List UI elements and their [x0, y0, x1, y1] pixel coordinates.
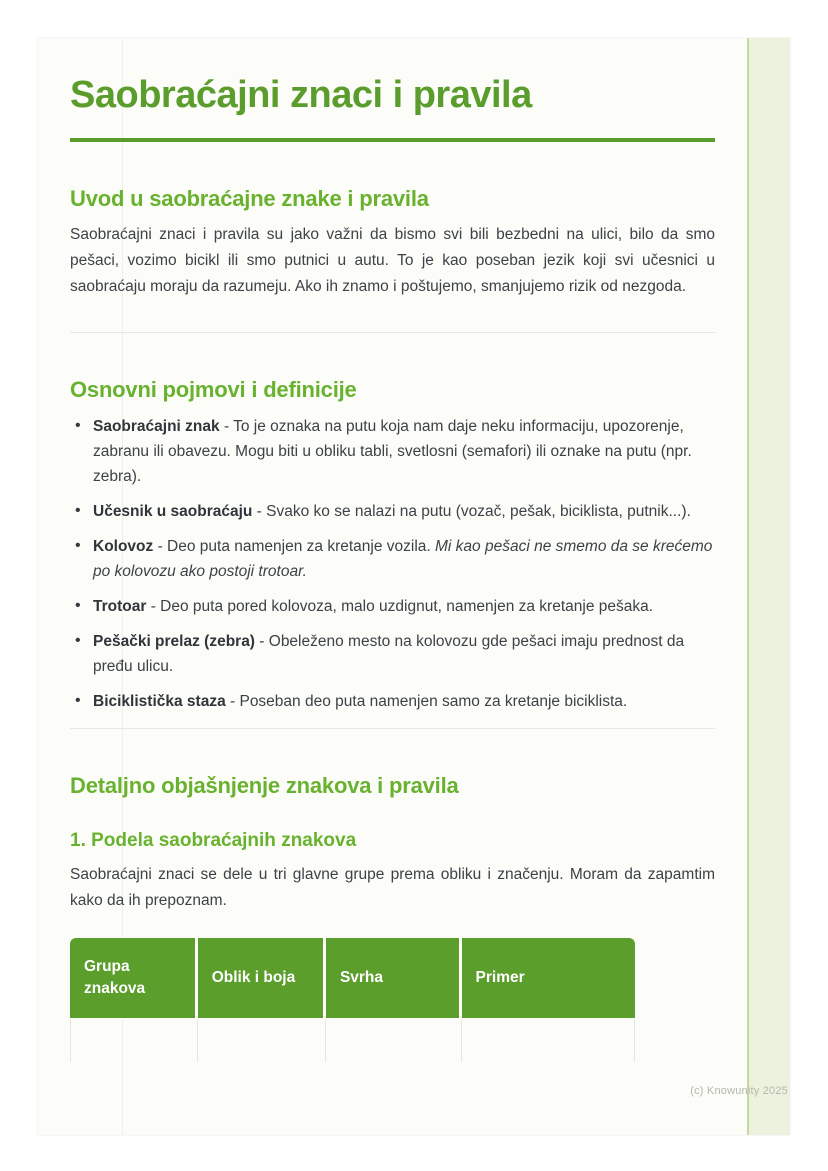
table-header-cell: Primer: [462, 938, 635, 1020]
table-header-cell: Svrha: [326, 938, 462, 1020]
page-title: Saobraćajni znaci i pravila: [70, 74, 532, 116]
term-list-item: • Trotoar - Deo puta pored kolovoza, malo uzdignut, namenjen za kretanje pešaka.: [70, 594, 715, 619]
table-cell: [462, 1020, 635, 1062]
term-list-item: • Biciklistička staza - Poseban deo puta namenjen samo za kretanje biciklista.: [70, 689, 715, 714]
section-divider: [70, 332, 715, 333]
term-label: Učesnik u saobraćaju: [93, 503, 253, 520]
table-cell: [198, 1020, 326, 1062]
page-content: [70, 74, 715, 1062]
term-label: Pešački prelaz (zebra): [93, 633, 255, 650]
section-heading-intro: Uvod u saobraćajne znake i pravila: [70, 186, 429, 211]
subsection-heading: 1. Podela saobraćajnih znakova: [70, 830, 357, 851]
page-accent-strip: [747, 38, 790, 1135]
term-label: Kolovoz: [93, 538, 154, 555]
document-page: [38, 38, 790, 1135]
term-label: Trotoar: [93, 598, 147, 615]
term-list-item: • Učesnik u saobraćaju - Svako ko se nalazi na putu (vozač, pešak, biciklista, putnik...).: [70, 499, 715, 524]
intro-paragraph: Saobraćajni znaci i pravila su jako važni da bismo svi bili bezbedni na ulici, bilo da smo pešaci, vozimo bicikl ili smo putnici u autu. To je kao poseban jezik koji svi učesnici u saobraćaju moraju da razumeju. Ako ih znamo i poštujemo, smanjujemo rizik od nezgoda.: [70, 226, 715, 295]
signs-table: [70, 938, 635, 1062]
term-list-item: • Pešački prelaz (zebra) - Obeleženo mesto na kolovozu gde pešaci imaju prednost da pređu ulicu.: [70, 629, 715, 679]
table-header-cell: Grupa znakova: [70, 938, 198, 1020]
table-body-row: [70, 1020, 635, 1062]
term-list-item: • Saobraćajni znak - To je oznaka na putu koja nam daje neku informaciju, upozorenje, zabranu ili obavezu. Mogu biti u obliku tabli, svetlosni (semafori) ili oznake na putu (npr. zebra).: [70, 414, 715, 489]
term-note-italic: Mi kao pešaci ne smemo da se krećemo po kolovozu ako postoji trotoar.: [93, 538, 713, 580]
title-rule: [70, 138, 715, 142]
table-body: [70, 1020, 635, 1062]
section-heading-terms: Osnovni pojmovi i definicije: [70, 377, 357, 402]
section-heading-details: Detaljno objašnjenje znakova i pravila: [70, 773, 459, 798]
table-cell: [70, 1020, 198, 1062]
term-label: Biciklistička staza: [93, 693, 226, 710]
term-list-item: • Kolovoz - Deo puta namenjen za kretanje vozila. Mi kao pešaci ne smemo da se krećemo po kolovozu ako postoji trotoar.: [70, 534, 715, 584]
term-label: Saobraćajni znak: [93, 418, 220, 435]
details-paragraph: Saobraćajni znaci se dele u tri glavne grupe prema obliku i značenju. Moram da zapamtim kako da ih prepoznam.: [70, 866, 715, 909]
table-header-row: [70, 938, 635, 1020]
terms-list: [70, 414, 715, 714]
table-cell: [326, 1020, 462, 1062]
table-header-cell: Oblik i boja: [198, 938, 326, 1020]
section-divider: [70, 728, 715, 729]
watermark: (c) Knowunity 2025: [690, 1085, 788, 1097]
